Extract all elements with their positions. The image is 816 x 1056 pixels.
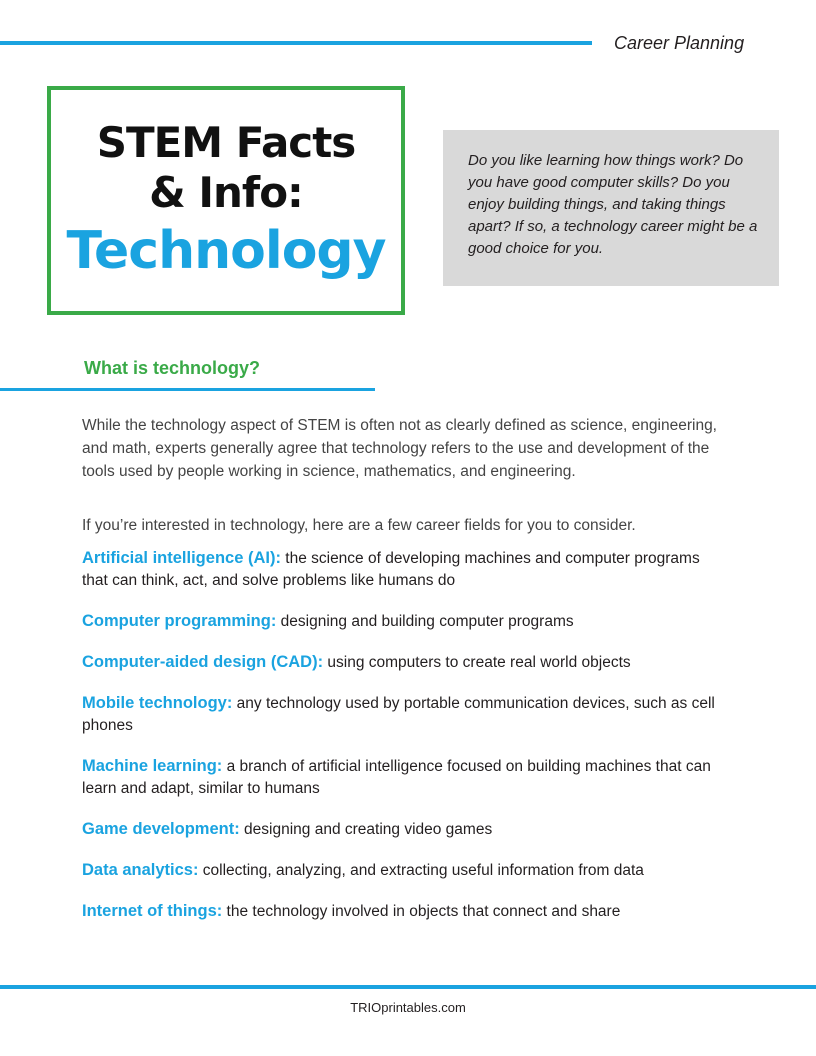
section-heading: What is technology?: [84, 358, 261, 378]
title-line-2: & Info:: [149, 168, 303, 217]
list-item: [82, 651, 722, 674]
section-rule: [0, 388, 375, 391]
footer-site: TRIOprintables.com: [350, 1000, 466, 1015]
intro-paragraph: While the technology aspect of STEM is often not as clearly defined as science, engineering, and math, experts generally agree that technology refers to the use and development of the tools used by people working in science, mathematics, and engineering.: [82, 417, 717, 480]
list-item: [82, 547, 722, 592]
list-item: [82, 610, 722, 633]
field-term: Computer programming:: [82, 612, 277, 630]
list-item: [82, 692, 722, 737]
list-item: [82, 859, 722, 882]
footer-rule: [0, 985, 816, 989]
field-definition: using computers to create real world objects: [327, 654, 631, 671]
field-term: Data analytics:: [82, 861, 199, 879]
list-item: [82, 818, 722, 841]
field-term: Computer-aided design (CAD):: [82, 653, 324, 671]
field-term: Machine learning:: [82, 757, 223, 775]
title-line-1: STEM Facts: [96, 118, 356, 167]
field-term: Mobile technology:: [82, 694, 233, 712]
header-label: Career Planning: [614, 33, 745, 53]
field-definition: the science of developing machines and computer programs that can think, act, and solve problems like humans do: [82, 550, 700, 589]
title-accent: Technology: [66, 221, 386, 281]
title-box: [47, 86, 405, 315]
field-term: Internet of things:: [82, 902, 223, 920]
header-rule: [0, 41, 592, 45]
career-fields-list: [82, 547, 722, 941]
field-definition: the technology involved in objects that connect and share: [226, 903, 621, 920]
field-term: Artificial intelligence (AI):: [82, 549, 281, 567]
field-definition: a branch of artificial intelligence focused on building machines that can learn and adapt, similar to humans: [82, 758, 711, 797]
field-definition: designing and creating video games: [244, 821, 493, 838]
list-item: [82, 900, 722, 923]
intro-callout: Do you like learning how things work? Do you have good computer skills? Do you enjoy building things, and taking things apart? If so, a technology career might be a good choice for you.: [443, 130, 779, 286]
field-definition: any technology used by portable communication devices, such as cell phones: [82, 695, 715, 734]
field-definition: collecting, analyzing, and extracting useful information from data: [202, 862, 644, 879]
fields-lead-paragraph: If you’re interested in technology, here are a few career fields for you to consider.: [82, 517, 636, 534]
list-item: [82, 755, 722, 800]
field-definition: designing and building computer programs: [280, 613, 574, 630]
field-term: Game development:: [82, 820, 240, 838]
